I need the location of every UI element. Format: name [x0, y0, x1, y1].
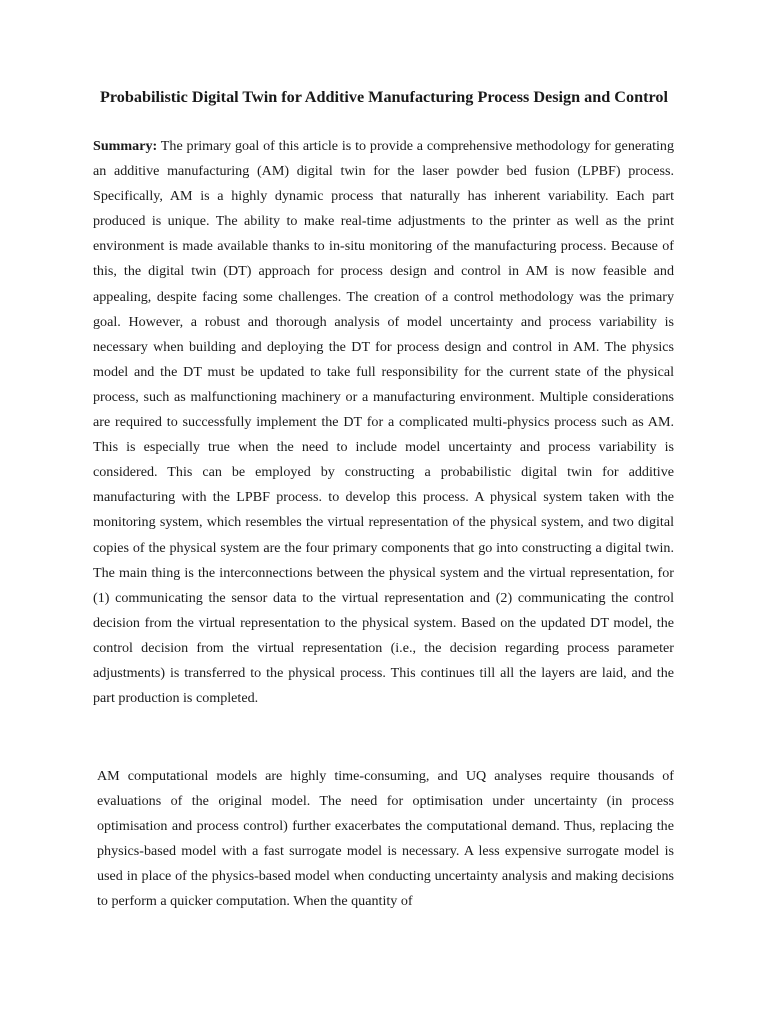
document-title: Probabilistic Digital Twin for Additive Manufacturing Process Design and Control	[100, 88, 668, 106]
summary-label: Summary:	[93, 138, 158, 154]
summary-paragraph	[93, 134, 674, 711]
summary-text: The primary goal of this article is to provide a comprehensive methodology for generating an additive manufacturing (AM) digital twin for the laser powder bed fusion (LPBF) process. Specifically, AM is a highly dynamic process that naturally has inherent variability. Each part produced is unique. The ability to make real-time adjustments to the printer as well as the print environment is made available thanks to in-situ monitoring of the manufacturing process. Because of this, the digital twin (DT) approach for process design and control in AM is now feasible and appealing, despite facing some challenges. The creation of a control methodology was the primary goal. However, a robust and thorough analysis of model uncertainty and process variability is necessary when building and deploying the DT for process design and control in AM. The physics model and the DT must be updated to take full responsibility for the current state of the physical process, such as malfunctioning machinery or a manufacturing environment. Multiple considerations are required to successfully implement the DT for a complicated multi-physics process such as AM. This is especially true when the need to include model uncertainty and process variability is considered. This can be employed by constructing a probabilistic digital twin for additive manufacturing with the LPBF process. to develop this process. A physical system taken with the monitoring system, which resembles the virtual representation of the physical system, and two digital copies of the physical system are the four primary components that go into constructing a digital twin. The main thing is the interconnections between the physical system and the virtual representation, for (1) communicating the sensor data to the virtual representation and (2) communicating the control decision from the virtual representation to the physical system. Based on the updated DT model, the control decision from the virtual representation (i.e., the decision regarding process parameter adjustments) is transferred to the physical process. This continues till all the layers are laid, and the part production is completed.	[93, 138, 674, 707]
body-paragraph: AM computational models are highly time-consuming, and UQ analyses require thousands of evaluations of the original model. The need for optimisation under uncertainty (in process optimisation and process control) further exacerbates the computational demand. Thus, replacing the physics-based model with a fast surrogate model is necessary. A less expensive surrogate model is used in place of the physics-based model when conducting uncertainty analysis and making decisions to perform a quicker computation. When the quantity of	[97, 768, 674, 910]
